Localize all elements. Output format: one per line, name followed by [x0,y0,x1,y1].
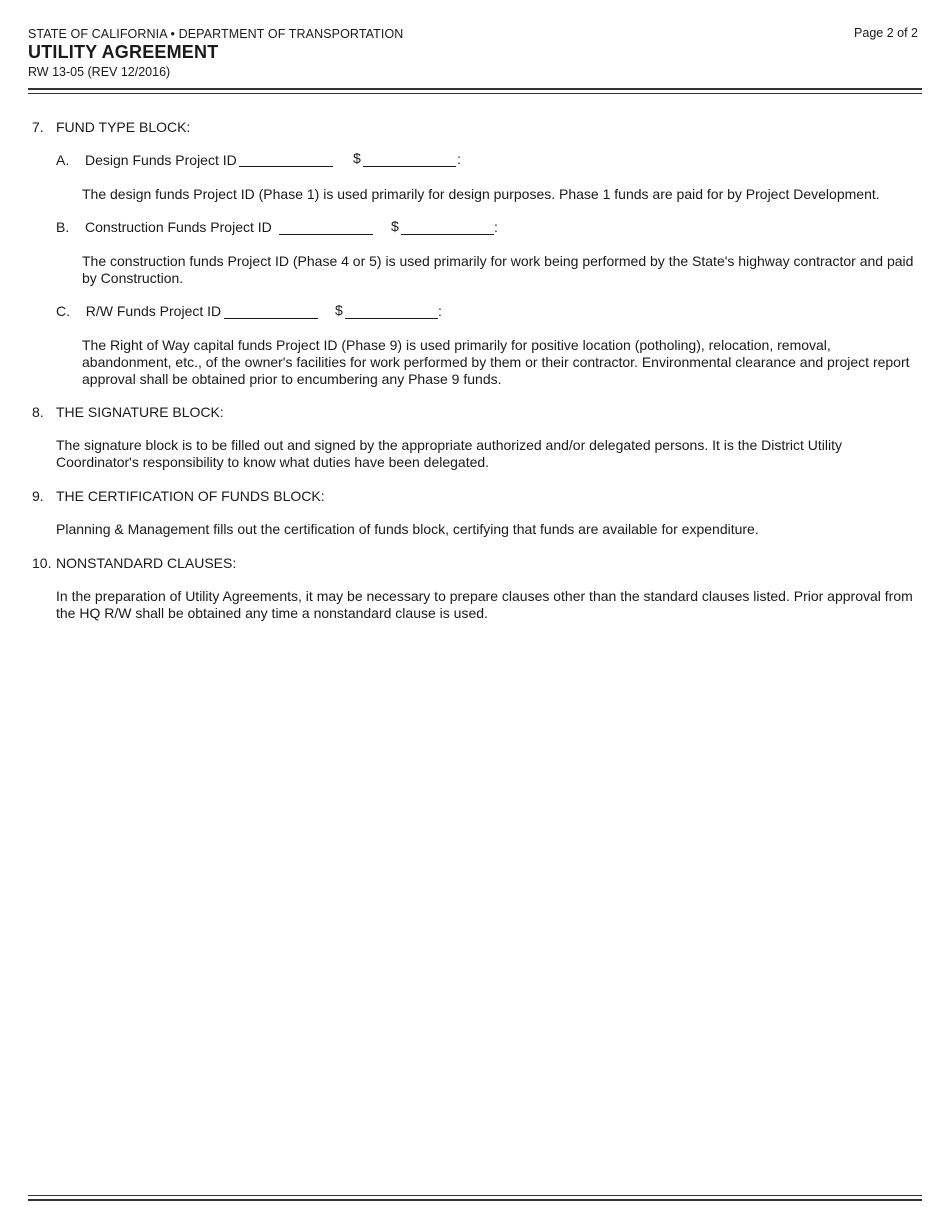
item-b-letter: B. [56,219,70,235]
design-funds-colon: : [457,151,461,167]
footer-divider-top [28,1195,922,1196]
section-8-number: 8. [32,404,44,420]
section-7-number: 7. [32,119,44,135]
design-funds-description: The design funds Project ID (Phase 1) is used primarily for design purposes. Phase 1 funds are paid for by Project Development. [82,186,880,202]
section-9-number: 9. [32,488,44,504]
construction-funds-project-id-field[interactable] [279,220,373,235]
rw-funds-amount-field[interactable] [345,304,438,319]
section-10-body: In the preparation of Utility Agreements, it may be necessary to prepare clauses other than the standard clauses listed. Prior approval from the HQ R/W shall be obtained any time a nonstandard clause is used. [56,588,913,621]
item-a-letter: A. [56,152,70,168]
construction-funds-amount-field[interactable] [401,220,494,235]
rw-funds-dollar-sign: $ [335,302,343,318]
section-10-number: 10. [32,555,52,571]
form-title: UTILITY AGREEMENT [28,42,219,62]
rw-funds-colon: : [438,303,442,319]
agency-name: STATE OF CALIFORNIA • DEPARTMENT OF TRANSPORTATION [28,27,404,41]
item-c-letter: C. [56,303,70,319]
construction-funds-colon: : [494,219,498,235]
page-number: Page 2 of 2 [854,26,918,40]
construction-funds-description: The construction funds Project ID (Phase 4 or 5) is used primarily for work being performed by the State's highway contractor and paid by Construction. [82,253,914,286]
rw-funds-label: R/W Funds Project ID [85,303,222,319]
rw-funds-row [56,303,221,320]
design-funds-dollar-sign: $ [353,150,361,166]
design-funds-project-id-field[interactable] [239,152,333,167]
form-number: RW 13-05 (REV 12/2016) [28,65,171,79]
design-funds-row [56,152,237,169]
header-divider-top [28,88,922,90]
section-9-heading: THE CERTIFICATION OF FUNDS BLOCK: [56,488,325,504]
construction-funds-row [56,219,272,236]
header-divider-bottom [28,93,922,94]
footer-divider-bottom [28,1199,922,1201]
section-7-heading: FUND TYPE BLOCK: [56,119,191,135]
rw-funds-description: The Right of Way capital funds Project ID (Phase 9) is used primarily for positive location (potholing), relocation, removal, abandonment, etc., of the owner's facilities for work performed by them or their contractor. Environmental clearance and project report approval shall be obtained prior to encumbering any Phase 9 funds. [82,337,910,387]
section-8-body: The signature block is to be filled out and signed by the appropriate authorized and/or delegated persons. It is the District Utility Coordinator's responsibility to know what duties have been delegated. [56,437,843,470]
rw-funds-project-id-field[interactable] [224,304,318,319]
design-funds-label: Design Funds Project ID [85,152,237,168]
construction-funds-dollar-sign: $ [391,218,399,234]
section-10-heading: NONSTANDARD CLAUSES: [56,555,237,571]
section-8-heading: THE SIGNATURE BLOCK: [56,404,224,420]
construction-funds-label: Construction Funds Project ID [85,219,272,235]
design-funds-amount-field[interactable] [363,152,456,167]
section-9-body: Planning & Management fills out the certification of funds block, certifying that funds are available for expenditure. [56,521,759,537]
